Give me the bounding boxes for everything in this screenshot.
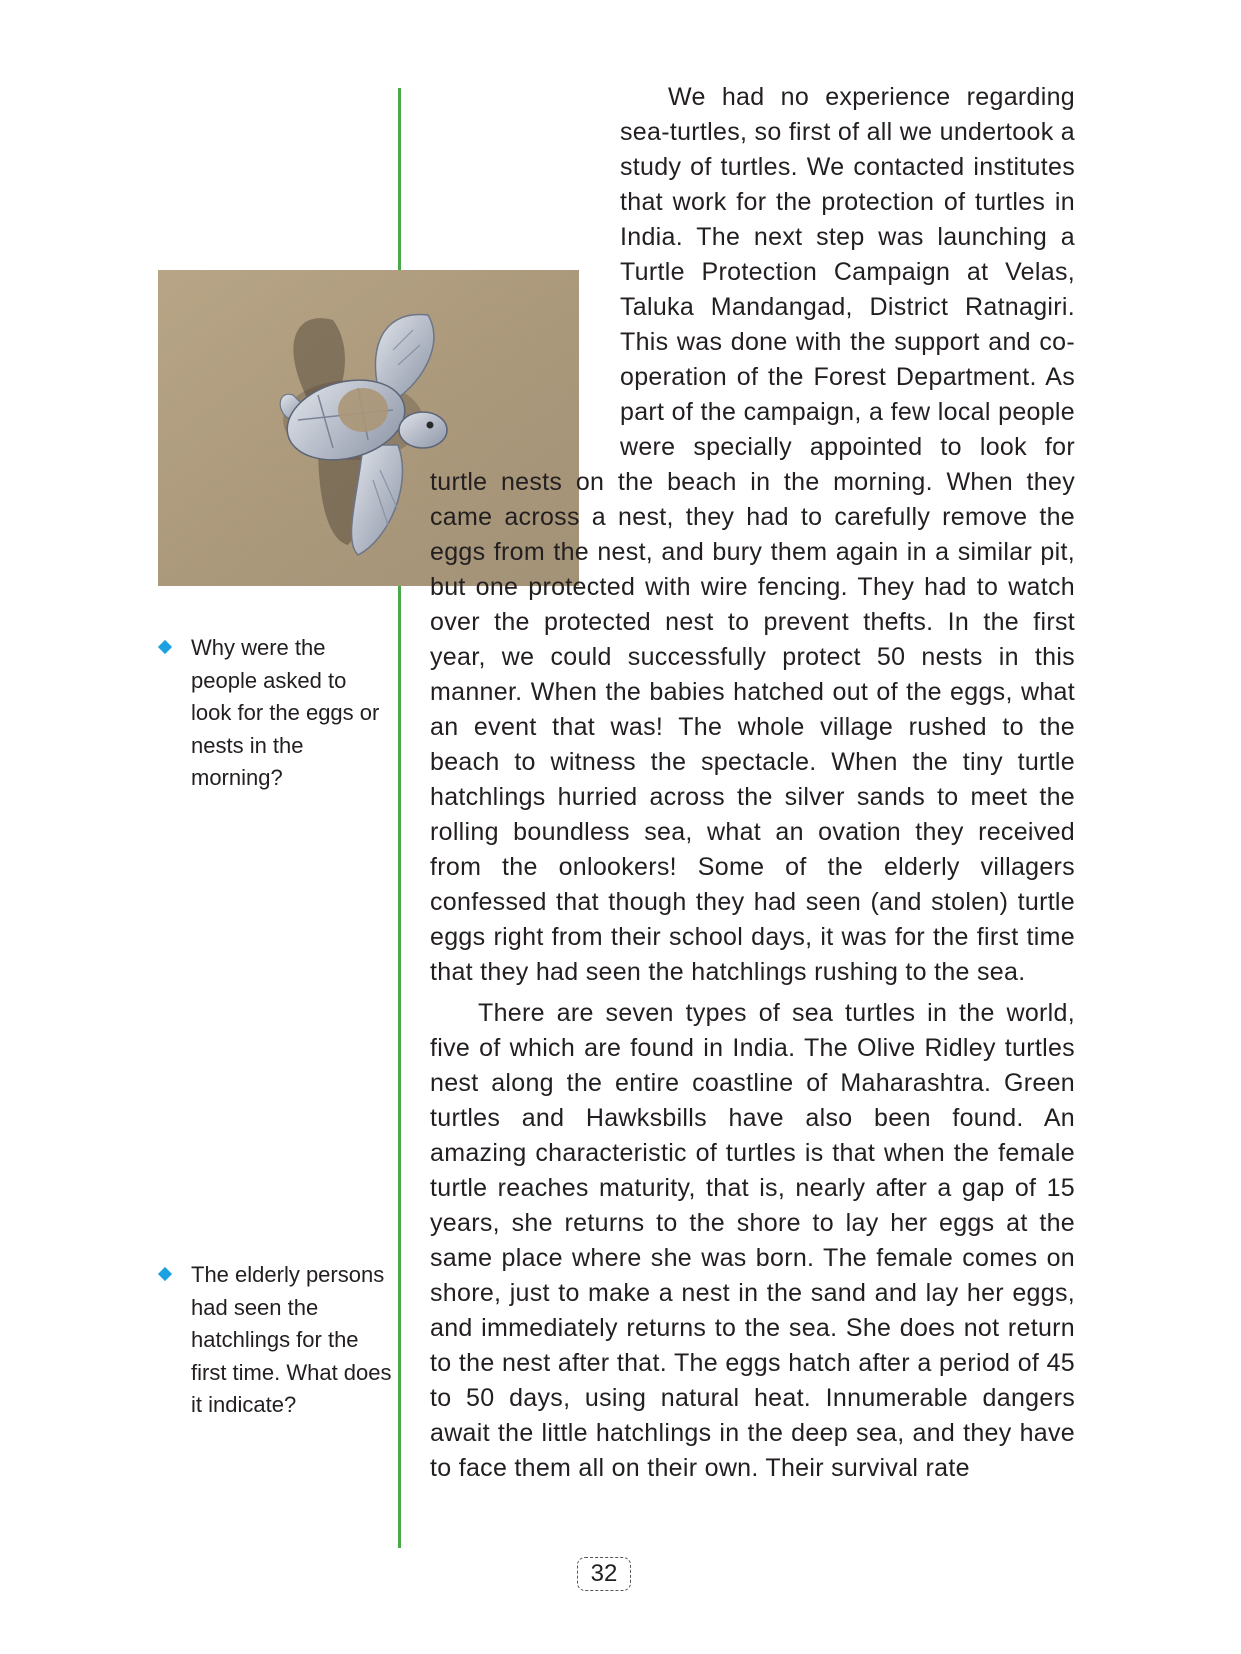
body-paragraph-1: We had no experience regarding sea-turtles, so first of all we undertook a study of turtles. We contacted institutes that work for the protection of turtles in India. The next step was launching a Turtle Protection Campaign at Velas, Taluka Mandangad, District Ratnagiri. This was done with the support and co-operation of the Forest Department. As part of the campaign, a few local people were specially appointed to look for turtle nests on the beach in the morning. When they came across a nest, they had to carefully remove the eggs from the nest, and bury them again in a similar pit, but one protected with wire fencing. They had to watch over the protected nest to prevent thefts. In the first year, we could successfully protect 50 nests in this manner. When the babies hatched out of the eggs, what an event that was! The whole village rushed to the beach to witness the spectacle. When the tiny turtle hatchlings hurried across the silver sands to meet the rolling boundless sea, what an ovation they received from the onlookers! Some of the elderly villagers confessed that though they had seen (and stolen) turtle eggs right from their school days, it was for the first time that they had seen the hatchlings rushing to the sea. xyxy=(430,83,1075,986)
diamond-bullet-icon xyxy=(158,1267,172,1281)
sidenote-text: Why were the people asked to look for the eggs or nests in the morning? xyxy=(191,635,380,790)
main-text-column xyxy=(430,80,1075,1492)
sidenote-question-2 xyxy=(160,1259,392,1422)
image-wrap-spacer xyxy=(430,80,620,449)
body-paragraph-2: There are seven types of sea turtles in the world, five of which are found in India. The Olive Ridley turtles nest along the entire coastline of Maharashtra. Green turtles and Hawksbills have also been found. An amazing characteristic of turtles is that when the female turtle reaches maturity, that is, nearly after a gap of 15 years, she returns to the shore to lay her eggs at the same place where she was born. The female comes on shore, just to make a nest in the sand and lay her eggs, and immediately returns to the sea. She does not return to the nest after that. The eggs hatch after a period of 45 to 50 days, using natural heat. Innumerable dangers await the little hatchlings in the deep sea, and they have to face them all on their own. Their survival rate xyxy=(430,999,1075,1482)
sidenote-question-1 xyxy=(160,632,392,795)
page-number: 32 xyxy=(577,1557,631,1591)
diamond-bullet-icon xyxy=(158,640,172,654)
sidenote-text: The elderly persons had seen the hatchlings for the first time. What does it indicate? xyxy=(191,1262,392,1417)
